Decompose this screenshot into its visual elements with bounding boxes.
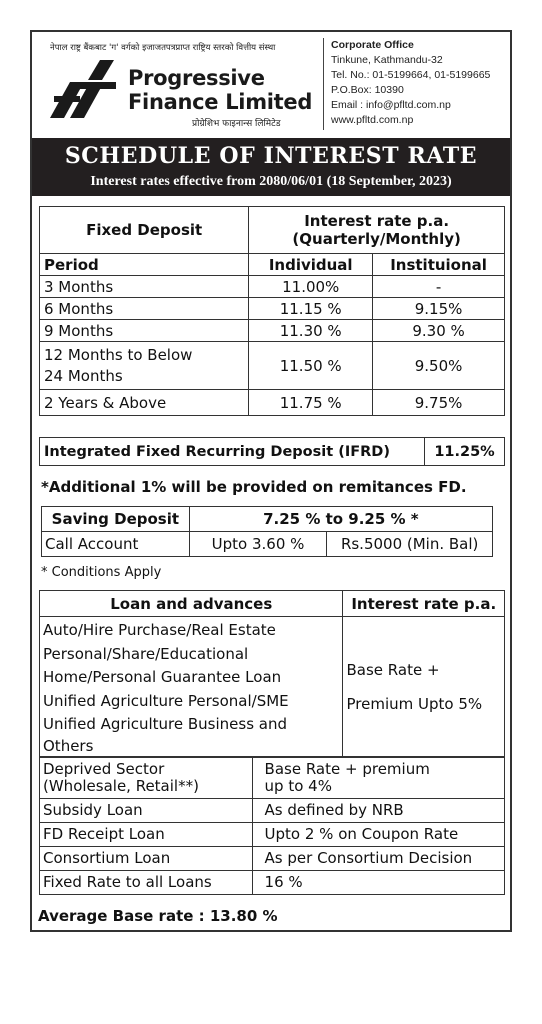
- fd-institutional-rate: 9.15%: [373, 298, 505, 320]
- corporate-office-block: [331, 38, 490, 128]
- table-row: [40, 871, 505, 895]
- loan-label: Consortium Loan: [40, 847, 253, 871]
- individual-column-header: Individual: [249, 254, 373, 276]
- list-item: Unified Agriculture Personal/SME: [43, 691, 289, 710]
- brand-name-line2: Finance Limited: [128, 90, 313, 114]
- fd-period-line2: 24 Months: [44, 366, 123, 385]
- loan-label: Fixed Rate to all Loans: [40, 871, 253, 895]
- fd-institutional-rate: 9.75%: [373, 390, 505, 416]
- list-item: Home/Personal Guarantee Loan: [43, 668, 282, 686]
- pfl-logo-icon: [48, 60, 126, 120]
- list-item: Unified Agriculture Business and: [43, 715, 288, 733]
- loan-label: Subsidy Loan: [40, 799, 253, 823]
- fd-rate-heading-line1: Interest rate p.a.: [304, 212, 450, 230]
- loan-rate-line1: Base Rate + premium: [264, 759, 430, 778]
- corporate-office-title: Corporate Office: [331, 39, 414, 51]
- call-account-min-balance: Rs.5000 (Min. Bal): [327, 532, 493, 557]
- fd-institutional-rate: 9.50%: [373, 342, 505, 390]
- brand-name-nepali: प्रोग्रेशिभ फाइनान्स लिमिटेड: [192, 119, 281, 129]
- fd-institutional-rate: 9.30 %: [373, 320, 505, 342]
- nepali-tagline: नेपाल राष्ट्र बैंकबाट 'ग' वर्गको इजाजतपत्रप्राप्त राष्ट्रिय स्तरको वित्तीय संस्था: [50, 43, 276, 53]
- fd-period: [40, 342, 249, 390]
- loan-rate-line1: Base Rate +: [346, 660, 440, 679]
- loan-types-cell: [40, 617, 343, 758]
- fd-individual-rate: 11.15 %: [249, 298, 373, 320]
- fixed-deposit-table: [39, 206, 505, 416]
- institutional-column-header: Instituional: [373, 254, 505, 276]
- loan-label-line1: Deprived Sector: [43, 759, 165, 778]
- call-account-label: Call Account: [42, 532, 190, 557]
- saving-deposit-table: [41, 506, 493, 557]
- loan-rate: [252, 757, 504, 799]
- corporate-tel: Tel. No.: 01-5199664, 01-5199665: [331, 69, 491, 81]
- corporate-website: www.pfltd.com.np: [331, 114, 414, 126]
- list-item: Others: [43, 736, 94, 755]
- fd-period-line1: 12 Months to Below: [44, 345, 193, 364]
- ifrd-rate: 11.25%: [425, 438, 505, 466]
- table-row: [40, 847, 505, 871]
- table-row: [40, 342, 505, 390]
- loan-label: FD Receipt Loan: [40, 823, 253, 847]
- fd-period: 6 Months: [40, 298, 249, 320]
- schedule-banner: [32, 138, 510, 196]
- saving-deposit-label: Saving Deposit: [42, 507, 190, 532]
- ifrd-table: [39, 437, 505, 466]
- saving-deposit-rate: 7.25 % to 9.25 % *: [189, 507, 492, 532]
- loan-heading: Loan and advances: [40, 591, 343, 617]
- table-row: [40, 390, 505, 416]
- table-row: [40, 298, 505, 320]
- loan-rate: 16 %: [252, 871, 504, 895]
- remittance-note: *Additional 1% will be provided on remitances FD.: [41, 478, 467, 496]
- loan-rate: As per Consortium Decision: [252, 847, 504, 871]
- fd-rate-heading-line2: (Quarterly/Monthly): [292, 230, 461, 248]
- conditions-note: * Conditions Apply: [41, 565, 162, 580]
- header-divider: [323, 38, 324, 130]
- header: [32, 32, 510, 138]
- fd-individual-rate: 11.00%: [249, 276, 373, 298]
- ifrd-label: Integrated Fixed Recurring Deposit (IFRD): [40, 438, 425, 466]
- fd-individual-rate: 11.50 %: [249, 342, 373, 390]
- other-loans-table: [39, 756, 505, 895]
- corporate-address: Tinkune, Kathmandu-32: [331, 54, 443, 66]
- fd-institutional-rate: -: [373, 276, 505, 298]
- loan-label: [40, 757, 253, 799]
- interest-rate-notice: [30, 30, 512, 932]
- schedule-effective-date: Interest rates effective from 2080/06/01 (18 September, 2023): [90, 174, 452, 189]
- call-account-rate: Upto 3.60 %: [189, 532, 327, 557]
- table-row: [40, 823, 505, 847]
- average-base-rate: Average Base rate : 13.80 %: [38, 907, 278, 925]
- fd-individual-rate: 11.75 %: [249, 390, 373, 416]
- table-row: [40, 757, 505, 799]
- table-row: [40, 799, 505, 823]
- loan-rate: Upto 2 % on Coupon Rate: [252, 823, 504, 847]
- list-item: Personal/Share/Educational: [43, 644, 249, 663]
- loan-rate: As defined by NRB: [252, 799, 504, 823]
- loan-label-line2: (Wholesale, Retail**): [43, 776, 199, 795]
- fd-period: 2 Years & Above: [40, 390, 249, 416]
- loan-rate-heading: Interest rate p.a.: [343, 591, 505, 617]
- loan-advances-table: [39, 590, 505, 758]
- schedule-title: SCHEDULE OF INTEREST RATE: [64, 143, 478, 169]
- brand-name-line1: Progressive: [128, 66, 265, 90]
- loan-rate-cell: [343, 617, 505, 758]
- loan-rate-line2: Premium Upto 5%: [346, 694, 483, 713]
- fd-period: 3 Months: [40, 276, 249, 298]
- fd-individual-rate: 11.30 %: [249, 320, 373, 342]
- loan-rate-line2: up to 4%: [264, 776, 332, 795]
- period-column-header: Period: [40, 254, 249, 276]
- corporate-pobox: P.O.Box: 10390: [331, 84, 404, 96]
- fd-period: 9 Months: [40, 320, 249, 342]
- table-row: [40, 320, 505, 342]
- corporate-email: Email : info@pfltd.com.np: [331, 99, 451, 111]
- fixed-deposit-heading: Fixed Deposit: [40, 207, 249, 254]
- list-item: Auto/Hire Purchase/Real Estate: [43, 621, 276, 639]
- table-row: [40, 276, 505, 298]
- fd-rate-heading: [249, 207, 505, 254]
